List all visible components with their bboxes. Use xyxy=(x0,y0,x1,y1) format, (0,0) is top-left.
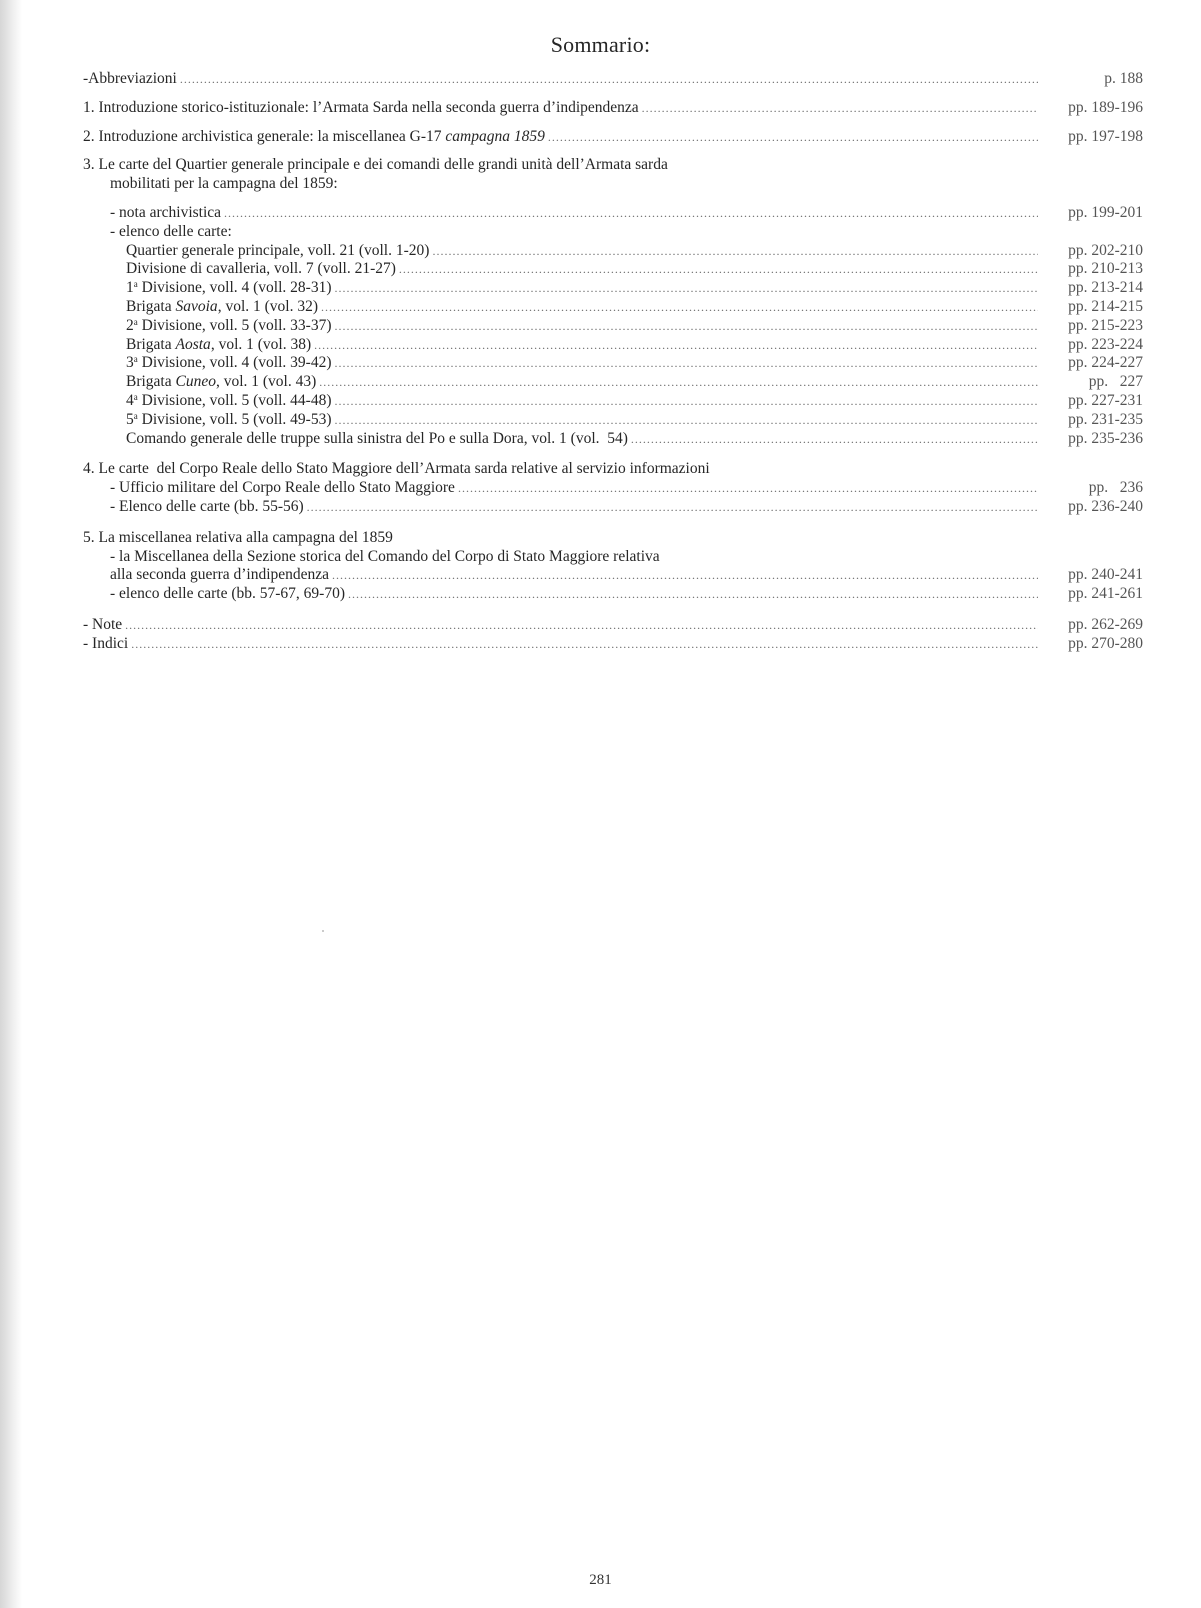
elenco-heading: - elenco delle carte: xyxy=(110,222,232,240)
dot-leader xyxy=(335,354,1039,373)
section-5-heading: 5. La miscellanea relativa alla campagna del 1859 xyxy=(83,528,393,546)
entry-pages: pp. 236 xyxy=(1088,479,1143,497)
ordinal-superscript: a xyxy=(133,279,138,290)
dot-leader xyxy=(548,128,1038,147)
dot-leader xyxy=(335,317,1039,336)
entry-label xyxy=(126,354,332,373)
entry-label-text: Divisione, voll. 5 (voll. 44-48) xyxy=(137,391,332,409)
toc-subentry xyxy=(83,336,1143,355)
entry-label xyxy=(126,373,316,392)
dot-leader xyxy=(432,242,1038,261)
entry-label-text: , vol. 1 (vol. 32) xyxy=(217,297,318,315)
toc-subentry xyxy=(83,260,1143,279)
entry-label: - Indici xyxy=(83,634,129,652)
page-number: 281 xyxy=(589,1572,612,1588)
toc-subentry xyxy=(83,242,1143,261)
dot-leader xyxy=(642,99,1038,118)
toc-subentry xyxy=(83,354,1143,373)
entry-pages: pp. 215-223 xyxy=(1068,316,1143,334)
dot-leader xyxy=(180,70,1038,89)
entry-pages: pp. 189-196 xyxy=(1068,98,1143,116)
entry-label xyxy=(83,128,545,147)
entry-label-text: 2. Introduzione archivistica generale: la miscellanea G-17 xyxy=(83,127,446,145)
entry-pages: pp. 197-198 xyxy=(1068,127,1143,145)
entry-pages: pp. 223-224 xyxy=(1068,335,1143,353)
entry-pages: pp. 210-213 xyxy=(1068,260,1143,278)
toc-subentry xyxy=(83,279,1143,298)
entry-pages: pp. 240-241 xyxy=(1068,566,1143,584)
dot-leader xyxy=(332,566,1038,585)
entry-label-text: Divisione, voll. 4 (voll. 28-31) xyxy=(137,279,332,297)
dot-leader xyxy=(631,430,1038,449)
ordinal-number: 4 xyxy=(126,391,134,409)
page-title: Sommario: xyxy=(550,32,651,57)
entry-label-text: Brigata xyxy=(126,335,176,353)
dot-leader xyxy=(348,585,1038,604)
dot-leader xyxy=(335,392,1039,411)
toc-entry-section-1 xyxy=(83,99,1143,118)
toc-subentry xyxy=(83,373,1143,392)
ordinal-superscript: a xyxy=(133,354,138,365)
entry-label xyxy=(126,279,332,298)
entry-label: 1. Introduzione storico-istituzionale: l’Armata Sarda nella seconda guerra d’indipendenza xyxy=(83,98,639,116)
dot-leader xyxy=(458,479,1038,498)
entry-label xyxy=(126,411,332,430)
toc-entry-ufficio-militare xyxy=(83,479,1143,498)
entry-pages: pp. 241-261 xyxy=(1068,585,1143,603)
ordinal-number: 5 xyxy=(126,410,134,428)
entry-pages: pp. 199-201 xyxy=(1068,203,1143,221)
entry-label-italic: campagna 1859 xyxy=(445,127,545,145)
entry-pages: pp. 231-235 xyxy=(1068,410,1143,428)
section-3-heading: 3. Le carte del Quartier generale principale e dei comandi delle grandi unità dell’Armata sarda xyxy=(83,156,668,174)
entry-label: - elenco delle carte (bb. 57-67, 69-70) xyxy=(110,585,345,603)
dot-leader xyxy=(125,616,1038,635)
entry-pages: pp. 227 xyxy=(1088,373,1143,391)
entry-label xyxy=(126,298,318,317)
entry-label-italic: Cuneo xyxy=(175,373,216,391)
dot-leader xyxy=(319,373,1038,392)
toc-entry-abbreviazioni xyxy=(83,70,1143,89)
entry-label-italic: Aosta xyxy=(175,335,211,353)
ordinal-superscript: a xyxy=(133,391,138,402)
entry-label xyxy=(126,336,311,355)
entry-label: alla seconda guerra d’indipendenza xyxy=(110,566,330,584)
entry-label: Divisione di cavalleria, voll. 7 (voll. 21-27) xyxy=(126,260,396,278)
dot-leader xyxy=(399,260,1038,279)
toc-entry-nota-archivistica xyxy=(83,204,1143,223)
entry-label xyxy=(126,317,332,336)
entry-pages: pp. 270-280 xyxy=(1068,634,1143,652)
entry-label xyxy=(126,392,332,411)
entry-label-text: Divisione, voll. 4 (voll. 39-42) xyxy=(137,354,332,372)
entry-pages: pp. 236-240 xyxy=(1068,497,1143,515)
entry-label: - Ufficio militare del Corpo Reale dello Stato Maggiore xyxy=(110,479,455,497)
toc-entry-note xyxy=(83,616,1143,635)
entry-label: - Note xyxy=(83,615,123,633)
section-5-subheading: - la Miscellanea della Sezione storica del Comando del Corpo di Stato Maggiore relativa xyxy=(110,547,660,565)
entry-label: - nota archivistica xyxy=(110,203,222,221)
ordinal-number: 1 xyxy=(126,279,134,297)
entry-pages: pp. 235-236 xyxy=(1068,429,1143,447)
table-of-contents xyxy=(83,70,1143,654)
ordinal-superscript: a xyxy=(133,410,138,421)
toc-entry-elenco-carte-5 xyxy=(83,585,1143,604)
entry-label-text: , vol. 1 (vol. 43) xyxy=(215,373,317,391)
entry-pages: pp. 213-214 xyxy=(1068,279,1143,297)
page-edge-shadow xyxy=(0,0,22,1608)
entry-label-text: Divisione, voll. 5 (voll. 33-37) xyxy=(137,316,332,334)
entry-pages: pp. 262-269 xyxy=(1068,615,1143,633)
dot-leader xyxy=(314,336,1038,355)
section-4-heading: 4. Le carte del Corpo Reale dello Stato Maggiore dell’Armata sarda relative al servizio informazioni xyxy=(83,460,710,478)
dot-leader xyxy=(335,411,1039,430)
entry-label-text: Brigata xyxy=(126,373,176,391)
entry-label-text: Brigata xyxy=(126,297,176,315)
dot-leader xyxy=(335,279,1039,298)
ordinal-number: 2 xyxy=(126,316,134,334)
entry-label-italic: Savoia xyxy=(175,297,218,315)
toc-entry-indici xyxy=(83,635,1143,654)
entry-pages: pp. 224-227 xyxy=(1068,354,1143,372)
dot-leader xyxy=(307,498,1038,517)
dot-leader xyxy=(224,204,1038,223)
toc-subentry xyxy=(83,298,1143,317)
toc-entry-seconda-guerra xyxy=(83,566,1143,585)
entry-label: - Elenco delle carte (bb. 55-56) xyxy=(110,497,304,515)
toc-subentry xyxy=(83,317,1143,336)
entry-pages: pp. 227-231 xyxy=(1068,391,1143,409)
entry-label-text: , vol. 1 (vol. 38) xyxy=(210,335,312,353)
dot-leader xyxy=(321,298,1038,317)
toc-subentry xyxy=(83,392,1143,411)
dot-leader xyxy=(131,635,1038,654)
toc-entry-section-2 xyxy=(83,128,1143,147)
toc-subentry xyxy=(83,411,1143,430)
scan-speck xyxy=(322,930,324,932)
entry-label: -Abbreviazioni xyxy=(83,70,177,87)
entry-label: Comando generale delle truppe sulla sinistra del Po e sulla Dora, vol. 1 (vol. 54) xyxy=(126,429,628,447)
ordinal-number: 3 xyxy=(126,354,134,372)
entry-pages: p. 188 xyxy=(1104,70,1143,87)
ordinal-superscript: a xyxy=(133,316,138,327)
entry-label: Quartier generale principale, voll. 21 (voll. 1-20) xyxy=(126,241,430,259)
entry-label-text: Divisione, voll. 5 (voll. 49-53) xyxy=(137,410,332,428)
section-3-heading-continued: mobilitati per la campagna del 1859: xyxy=(110,175,338,193)
entry-pages: pp. 202-210 xyxy=(1068,241,1143,259)
entry-pages: pp. 214-215 xyxy=(1068,297,1143,315)
toc-entry-elenco-carte xyxy=(83,498,1143,517)
toc-subentry xyxy=(83,430,1143,449)
